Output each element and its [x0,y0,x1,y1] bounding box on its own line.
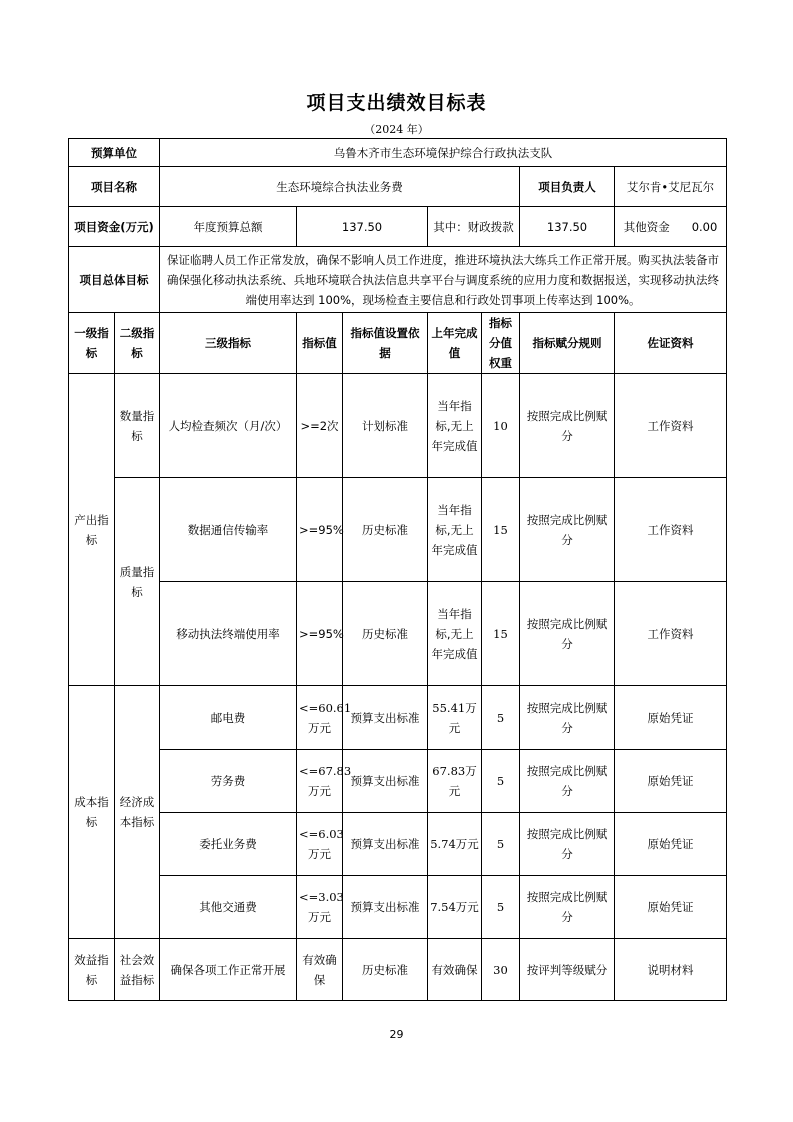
indicator-basis: 预算支出标准 [343,813,428,876]
project-row [69,167,727,207]
page-title: 项目支出绩效目标表 [306,92,487,114]
indicator-basis: 预算支出标准 [343,686,428,750]
indicator-rule: 按评判等级赋分 [520,939,615,1001]
indicator-name: 委托业务费 [160,813,297,876]
other-funds [615,207,727,247]
group-economic: 经济成本指标 [115,686,160,939]
goal-text: 保证临聘人员工作正常发放，确保不影响人员工作进度，推进环境执法大练兵工作正常开展。购买执法装备市确保强化移动执法系统、兵地环境联合执法信息共享平台与调度系统的应用力度和数据报送，实现移动执法终端使用率达到 100%，现场检查主要信息和行政处罚事项上传率达到 100%。 [160,247,727,313]
indicator-rule: 按照完成比例赋分 [520,686,615,750]
indicator-rule: 按照完成比例赋分 [520,813,615,876]
group-quantity: 数量指标 [115,374,160,478]
indicator-lastyear: 55.41万元 [428,686,482,750]
project-value: 生态环境综合执法业务费 [160,167,520,207]
indicator-evidence: 原始凭证 [615,813,727,876]
indicator-value: <=67.83万元 [297,750,343,813]
indicator-rule: 按照完成比例赋分 [520,750,615,813]
indicator-lastyear: 当年指标,无上年完成值 [428,582,482,686]
indicator-value: <=6.03万元 [297,813,343,876]
annual-value: 137.50 [297,207,428,247]
other-value: 0.00 [691,219,718,234]
group-quality: 质量指标 [115,478,160,686]
header-level2: 二级指标 [115,313,160,374]
header-rule: 指标赋分规则 [520,313,615,374]
indicator-evidence: 原始凭证 [615,876,727,939]
owner-label: 项目负责人 [520,167,615,207]
goal-row [69,247,727,313]
project-label: 项目名称 [69,167,160,207]
indicator-lastyear: 67.83万元 [428,750,482,813]
indicator-basis: 历史标准 [343,939,428,1001]
indicator-basis: 预算支出标准 [343,750,428,813]
indicator-rule: 按照完成比例赋分 [520,876,615,939]
indicator-weight: 5 [482,750,520,813]
group-social: 社会效益指标 [115,939,160,1001]
indicator-value: 有效确保 [297,939,343,1001]
header-value: 指标值 [297,313,343,374]
indicator-value: <=3.03万元 [297,876,343,939]
indicator-name: 数据通信传输率 [160,478,297,582]
indicator-name: 劳务费 [160,750,297,813]
group-benefit: 效益指标 [69,939,115,1001]
funds-label: 项目资金(万元) [69,207,160,247]
indicator-lastyear: 当年指标,无上年完成值 [428,478,482,582]
indicator-weight: 5 [482,813,520,876]
indicator-rule: 按照完成比例赋分 [520,582,615,686]
indicator-evidence: 说明材料 [615,939,727,1001]
owner-value: 艾尔肯•艾尼瓦尔 [615,167,727,207]
indicator-lastyear: 有效确保 [428,939,482,1001]
indicator-weight: 30 [482,939,520,1001]
header-basis: 指标值设置依据 [343,313,428,374]
indicator-rule: 按照完成比例赋分 [520,374,615,478]
indicator-weight: 10 [482,374,520,478]
header-level1: 一级指标 [69,313,115,374]
unit-value: 乌鲁木齐市生态环境保护综合行政执法支队 [160,139,727,167]
header-weight: 指标分值权重 [482,313,520,374]
table-row [69,374,727,478]
indicator-basis: 历史标准 [343,582,428,686]
indicator-lastyear: 5.74万元 [428,813,482,876]
indicator-evidence: 原始凭证 [615,686,727,750]
group-output: 产出指标 [69,374,115,686]
indicator-name: 邮电费 [160,686,297,750]
other-label: 其他资金 [623,219,670,234]
indicator-rule: 按照完成比例赋分 [520,478,615,582]
unit-label: 预算单位 [69,139,160,167]
unit-row [69,139,727,167]
group-cost: 成本指标 [69,686,115,939]
funds-row [69,207,727,247]
indicator-name: 确保各项工作正常开展 [160,939,297,1001]
fiscal-value: 137.50 [520,207,615,247]
indicator-evidence: 工作资料 [615,582,727,686]
header-row [69,313,727,374]
table-row [69,478,727,582]
indicator-evidence: 原始凭证 [615,750,727,813]
indicator-weight: 5 [482,686,520,750]
indicator-value: >=95% [297,478,343,582]
indicator-weight: 5 [482,876,520,939]
table-row [69,582,727,686]
indicator-name: 其他交通费 [160,876,297,939]
header-lastyear: 上年完成值 [428,313,482,374]
table-row [69,876,727,939]
indicator-evidence: 工作资料 [615,374,727,478]
indicator-lastyear: 当年指标,无上年完成值 [428,374,482,478]
indicator-basis: 预算支出标准 [343,876,428,939]
indicator-lastyear: 7.54万元 [428,876,482,939]
performance-table [68,138,727,1001]
header-evidence: 佐证资料 [615,313,727,374]
indicator-basis: 历史标准 [343,478,428,582]
year-label: （2024 年） [364,123,429,136]
header-level3: 三级指标 [160,313,297,374]
table-row [69,686,727,750]
table-row [69,939,727,1001]
indicator-name: 人均检查频次（月/次） [160,374,297,478]
indicator-weight: 15 [482,582,520,686]
indicator-name: 移动执法终端使用率 [160,582,297,686]
indicator-value: <=60.61万元 [297,686,343,750]
indicator-value: >=95% [297,582,343,686]
page-number: 29 [389,1028,404,1041]
fiscal-label: 其中：财政拨款 [428,207,520,247]
goal-label: 项目总体目标 [69,247,160,313]
indicator-basis: 计划标准 [343,374,428,478]
indicator-value: >=2次 [297,374,343,478]
table-row [69,813,727,876]
indicator-weight: 15 [482,478,520,582]
table-row [69,750,727,813]
annual-label: 年度预算总额 [160,207,297,247]
indicator-evidence: 工作资料 [615,478,727,582]
